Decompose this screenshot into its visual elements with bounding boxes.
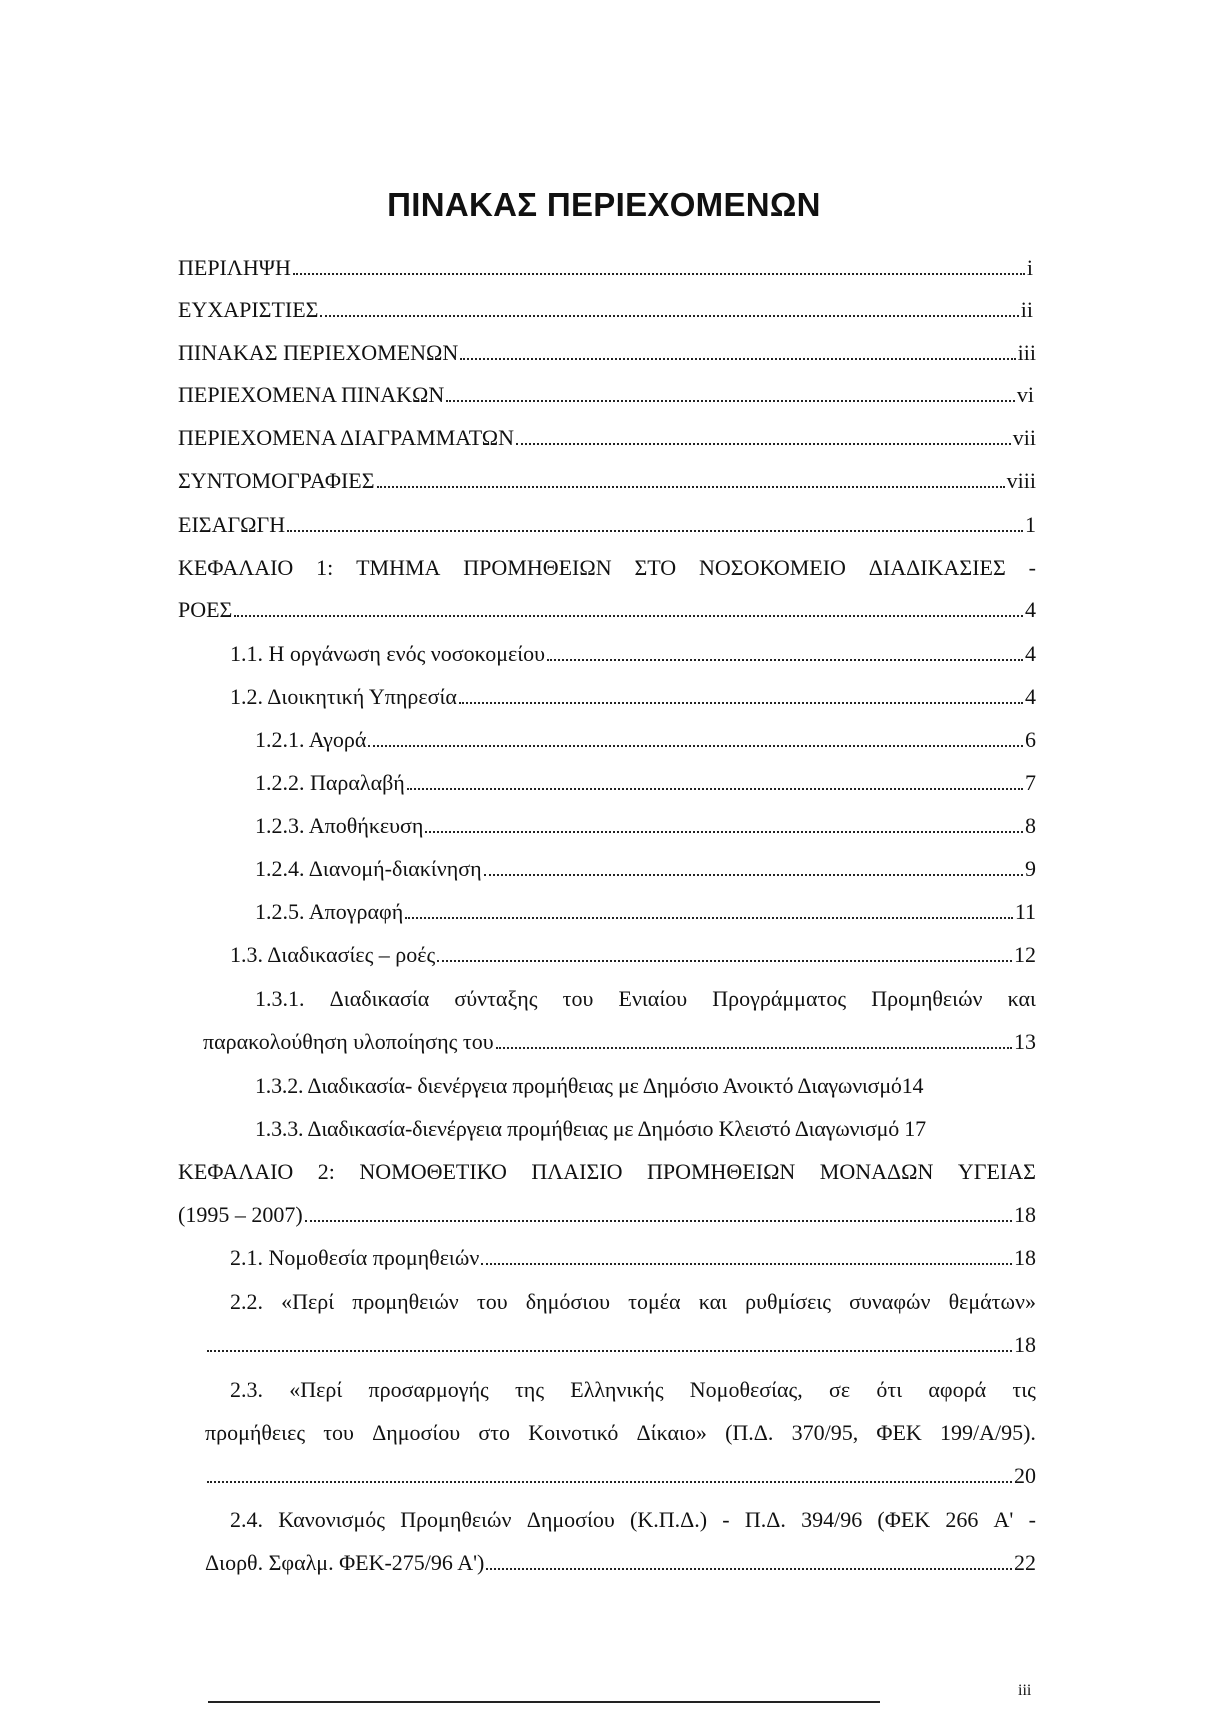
heading-word: 199/Α/95). <box>939 1420 1036 1445</box>
toc-entry-text: 1.2.2. Παραλαβή <box>255 770 405 795</box>
toc-entry-page: 13 <box>1014 1029 1036 1054</box>
toc-entry-page: 18 <box>1014 1245 1036 1270</box>
heading-word: 394/96 <box>801 1507 863 1532</box>
heading-word: Α' <box>993 1507 1014 1532</box>
dot-leader <box>320 309 1018 317</box>
toc-entry-text: 1.3. Διαδικασίες – ροές <box>230 942 436 967</box>
toc-entry[interactable] <box>255 856 1036 888</box>
heading-word: θεμάτων» <box>948 1289 1036 1314</box>
heading-word: Ενιαίου <box>618 986 688 1011</box>
dot-leader <box>484 868 1023 876</box>
toc-entry-text: ΠΕΡΙΕΧΟΜΕΝΑ ΔΙΑΓΡΑΜΜΑΤΩΝ <box>178 425 515 450</box>
toc-chapter-heading[interactable] <box>178 1159 1036 1191</box>
toc-entry-heading[interactable] <box>230 1377 1036 1409</box>
toc-entry[interactable] <box>178 297 1033 329</box>
heading-word: Προμηθειών <box>400 1507 512 1532</box>
heading-word: ΚΕΦΑΛΑΙΟ <box>178 555 294 580</box>
toc-entry[interactable] <box>255 727 1036 759</box>
toc-entry-page: vii <box>1012 425 1036 450</box>
toc-entry-text: Διορθ. Σφαλμ. ΦΕΚ-275/96 Α') <box>205 1550 485 1575</box>
toc-entry-page: 8 <box>1025 813 1036 838</box>
toc-entry[interactable] <box>205 1463 1036 1495</box>
heading-word: του <box>562 986 594 1011</box>
heading-word: Προμηθειών <box>871 986 983 1011</box>
heading-word: και <box>698 1289 728 1314</box>
dot-leader <box>293 267 1025 275</box>
toc-entry[interactable] <box>178 255 1033 287</box>
heading-word: Π.Δ. <box>744 1507 786 1532</box>
toc-entry-text: 1.1. Η οργάνωση ενός νοσοκομείου <box>230 641 546 666</box>
toc-entry-text: (1995 – 2007) <box>178 1202 303 1227</box>
toc-entry[interactable] <box>255 899 1036 931</box>
heading-word: ΥΓΕΙΑΣ <box>957 1159 1036 1184</box>
heading-word: ΣΤΟ <box>634 555 677 580</box>
heading-word: - <box>1028 555 1036 580</box>
heading-word: Κανονισμός <box>278 1507 385 1532</box>
toc-chapter-heading[interactable] <box>178 555 1036 587</box>
toc-entry-text: ΣΥΝΤΟΜΟΓΡΑΦΙΕΣ <box>178 468 375 493</box>
toc-entry[interactable] <box>178 1202 1036 1234</box>
dot-leader <box>207 1344 1012 1352</box>
heading-word: - <box>1028 1507 1036 1532</box>
dot-leader <box>234 609 1023 617</box>
dot-leader <box>459 696 1023 704</box>
toc-entry-text: παρακολούθηση υλοποίησης του <box>203 1029 494 1054</box>
heading-word: Ελληνικής <box>570 1377 664 1402</box>
heading-word: στο <box>478 1420 511 1445</box>
toc-entry-text: ΠΕΡΙΕΧΟΜΕΝΑ ΠΙΝΑΚΩΝ <box>178 382 445 407</box>
heading-word: 2.2. <box>230 1289 263 1314</box>
heading-word: Νομοθεσίας, <box>689 1377 803 1402</box>
toc-entry-text: ΠΙΝΑΚΑΣ ΠΕΡΙΕΧΟΜΕΝΩΝ <box>178 340 459 365</box>
dot-leader <box>368 739 1023 747</box>
toc-entry-page: i <box>1026 255 1033 280</box>
heading-word: του <box>476 1289 508 1314</box>
toc-entry[interactable] <box>230 641 1036 673</box>
toc-entry[interactable] <box>203 1029 1036 1061</box>
heading-word: Προγράμματος <box>712 986 847 1011</box>
dot-leader <box>481 1257 1012 1265</box>
toc-entry[interactable] <box>178 468 1036 500</box>
heading-word: δημόσιου <box>525 1289 611 1314</box>
toc-entry-heading[interactable] <box>230 1289 1036 1321</box>
toc-entry-page: 1 <box>1025 512 1036 537</box>
heading-word: ΠΡΟΜΗΘΕΙΩΝ <box>463 555 612 580</box>
dot-leader <box>486 1562 1012 1570</box>
heading-word: 2.4. <box>230 1507 263 1532</box>
dot-leader <box>377 480 1005 488</box>
toc-entry-text: ΕΥΧΑΡΙΣΤΙΕΣ <box>178 297 319 322</box>
toc-entry[interactable] <box>230 1245 1036 1277</box>
toc-entry[interactable] <box>178 340 1036 372</box>
toc-entry[interactable]: 1.3.2. Διαδικασία- διενέργεια προμήθειας με Δημόσιο Ανοικτό Διαγωνισμό14 <box>255 1073 924 1098</box>
toc-entry-heading[interactable] <box>255 986 1036 1018</box>
heading-word: Κοινοτικό <box>528 1420 619 1445</box>
footer-rule <box>208 1701 880 1703</box>
toc-entry[interactable] <box>178 425 1036 457</box>
heading-word: ΦΕΚ <box>876 1420 922 1445</box>
heading-word: και <box>1007 986 1036 1011</box>
heading-word: συναφών <box>849 1289 931 1314</box>
heading-word: ΤΜΗΜΑ <box>356 555 441 580</box>
toc-entry[interactable] <box>205 1550 1036 1582</box>
toc-entry[interactable] <box>230 684 1036 716</box>
dot-leader <box>496 1041 1012 1049</box>
page-number: iii <box>1018 1682 1032 1699</box>
toc-entry-heading[interactable] <box>205 1420 1036 1452</box>
toc-entry-page: 18 <box>1014 1202 1036 1227</box>
heading-word: (Κ.Π.Δ.) <box>630 1507 708 1532</box>
toc-entry-text: 1.2.3. Αποθήκευση <box>255 813 424 838</box>
dot-leader <box>460 352 1015 360</box>
heading-word: ΚΕΦΑΛΑΙΟ <box>178 1159 294 1184</box>
toc-entry-page: vi <box>1016 382 1034 407</box>
toc-entry-text: 1.2.5. Απογραφή <box>255 899 404 924</box>
toc-entry-page: 4 <box>1025 684 1036 709</box>
dot-leader <box>207 1475 1012 1483</box>
toc-entry-text: 1.2.1. Αγορά <box>255 727 367 752</box>
heading-word: «Περί <box>281 1289 335 1314</box>
heading-word: 1: <box>316 555 334 580</box>
toc-entry[interactable] <box>178 382 1034 414</box>
toc-entry-text: ΠΕΡΙΛΗΨΗ <box>178 255 291 280</box>
heading-word: - <box>722 1507 730 1532</box>
toc-entry-text: ΡΟΕΣ <box>178 597 233 622</box>
toc-entry-page: 7 <box>1025 770 1036 795</box>
toc-entry-page: 20 <box>1014 1463 1036 1488</box>
heading-word: ότι <box>876 1377 903 1402</box>
heading-word: ρυθμίσεις <box>745 1289 831 1314</box>
dot-leader <box>407 782 1023 790</box>
dot-leader <box>516 437 1011 445</box>
dot-leader <box>446 394 1015 402</box>
toc-entry[interactable] <box>178 512 1036 544</box>
dot-leader <box>305 1214 1012 1222</box>
toc-entry[interactable] <box>178 597 1036 629</box>
toc-entry[interactable] <box>255 770 1036 802</box>
toc-entry-page: 6 <box>1025 727 1036 752</box>
heading-word: 266 <box>945 1507 979 1532</box>
dot-leader <box>405 911 1013 919</box>
page-title: ΠΙΝΑΚΑΣ ΠΕΡΙΕΧΟΜΕΝΩΝ <box>387 186 821 223</box>
toc-entry-page: 22 <box>1014 1550 1036 1575</box>
heading-word: «Περί <box>289 1377 343 1402</box>
heading-word: προσαρμογής <box>368 1377 489 1402</box>
heading-word: της <box>514 1377 545 1402</box>
heading-word: Δημοσίου <box>526 1507 615 1532</box>
heading-word: ΜΟΝΑΔΩΝ <box>819 1159 934 1184</box>
heading-word: ΝΟΜΟΘΕΤΙΚΟ <box>359 1159 507 1184</box>
heading-word: σύνταξης <box>454 986 538 1011</box>
heading-word: ΠΛΑΙΣΙΟ <box>531 1159 623 1184</box>
toc-entry-page: 4 <box>1025 597 1036 622</box>
toc-entry-page: viii <box>1006 468 1036 493</box>
heading-word: ΝΟΣΟΚΟΜΕΙΟ <box>699 555 846 580</box>
heading-word: προμήθειες <box>205 1420 306 1445</box>
toc-entry[interactable] <box>255 813 1036 845</box>
dot-leader <box>287 524 1023 532</box>
heading-word: 370/95, <box>791 1420 859 1445</box>
heading-word: Δημοσίου <box>372 1420 461 1445</box>
heading-word: αφορά <box>928 1377 987 1402</box>
heading-word: σε <box>829 1377 851 1402</box>
heading-word: 2: <box>317 1159 335 1184</box>
toc-entry-heading[interactable] <box>230 1507 1036 1539</box>
heading-word: τις <box>1012 1377 1036 1402</box>
heading-word: του <box>323 1420 354 1445</box>
toc-entry-page: iii <box>1017 340 1036 365</box>
heading-word: (ΦΕΚ <box>877 1507 931 1532</box>
heading-word: τομέα <box>628 1289 681 1314</box>
toc-entry-page: 18 <box>1014 1332 1036 1357</box>
toc-entry-text: 1.2.4. Διανομή-διακίνηση <box>255 856 482 881</box>
toc-entry-page: ii <box>1020 297 1033 322</box>
heading-word: Δίκαιο» <box>636 1420 707 1445</box>
heading-word: ΔΙΑΔΙΚΑΣΙΕΣ <box>868 555 1006 580</box>
toc-entry-page: 4 <box>1025 641 1036 666</box>
dot-leader <box>547 653 1023 661</box>
toc-entry-page: 11 <box>1014 899 1036 924</box>
toc-entry-page: 12 <box>1014 942 1036 967</box>
heading-word: Διαδικασία <box>329 986 430 1011</box>
dot-leader <box>437 954 1012 962</box>
heading-word: (Π.Δ. <box>725 1420 774 1445</box>
toc-entry-text: 2.1. Νομοθεσία προμηθειών <box>230 1245 480 1270</box>
toc-entry-text: 1.2. Διοικητική Υπηρεσία <box>230 684 457 709</box>
heading-word: 1.3.1. <box>255 986 305 1011</box>
heading-word: προμηθειών <box>352 1289 459 1314</box>
dot-leader <box>425 825 1023 833</box>
toc-entry-text: ΕΙΣΑΓΩΓΗ <box>178 512 286 537</box>
toc-entry-page: 9 <box>1025 856 1036 881</box>
heading-word: ΠΡΟΜΗΘΕΙΩΝ <box>646 1159 796 1184</box>
toc-entry[interactable] <box>205 1332 1036 1364</box>
heading-word: 2.3. <box>230 1377 263 1402</box>
toc-entry[interactable] <box>230 942 1036 974</box>
toc-entry[interactable]: 1.3.3. Διαδικασία-διενέργεια προμήθειας με Δημόσιο Κλειστό Διαγωνισμό 17 <box>255 1116 926 1141</box>
